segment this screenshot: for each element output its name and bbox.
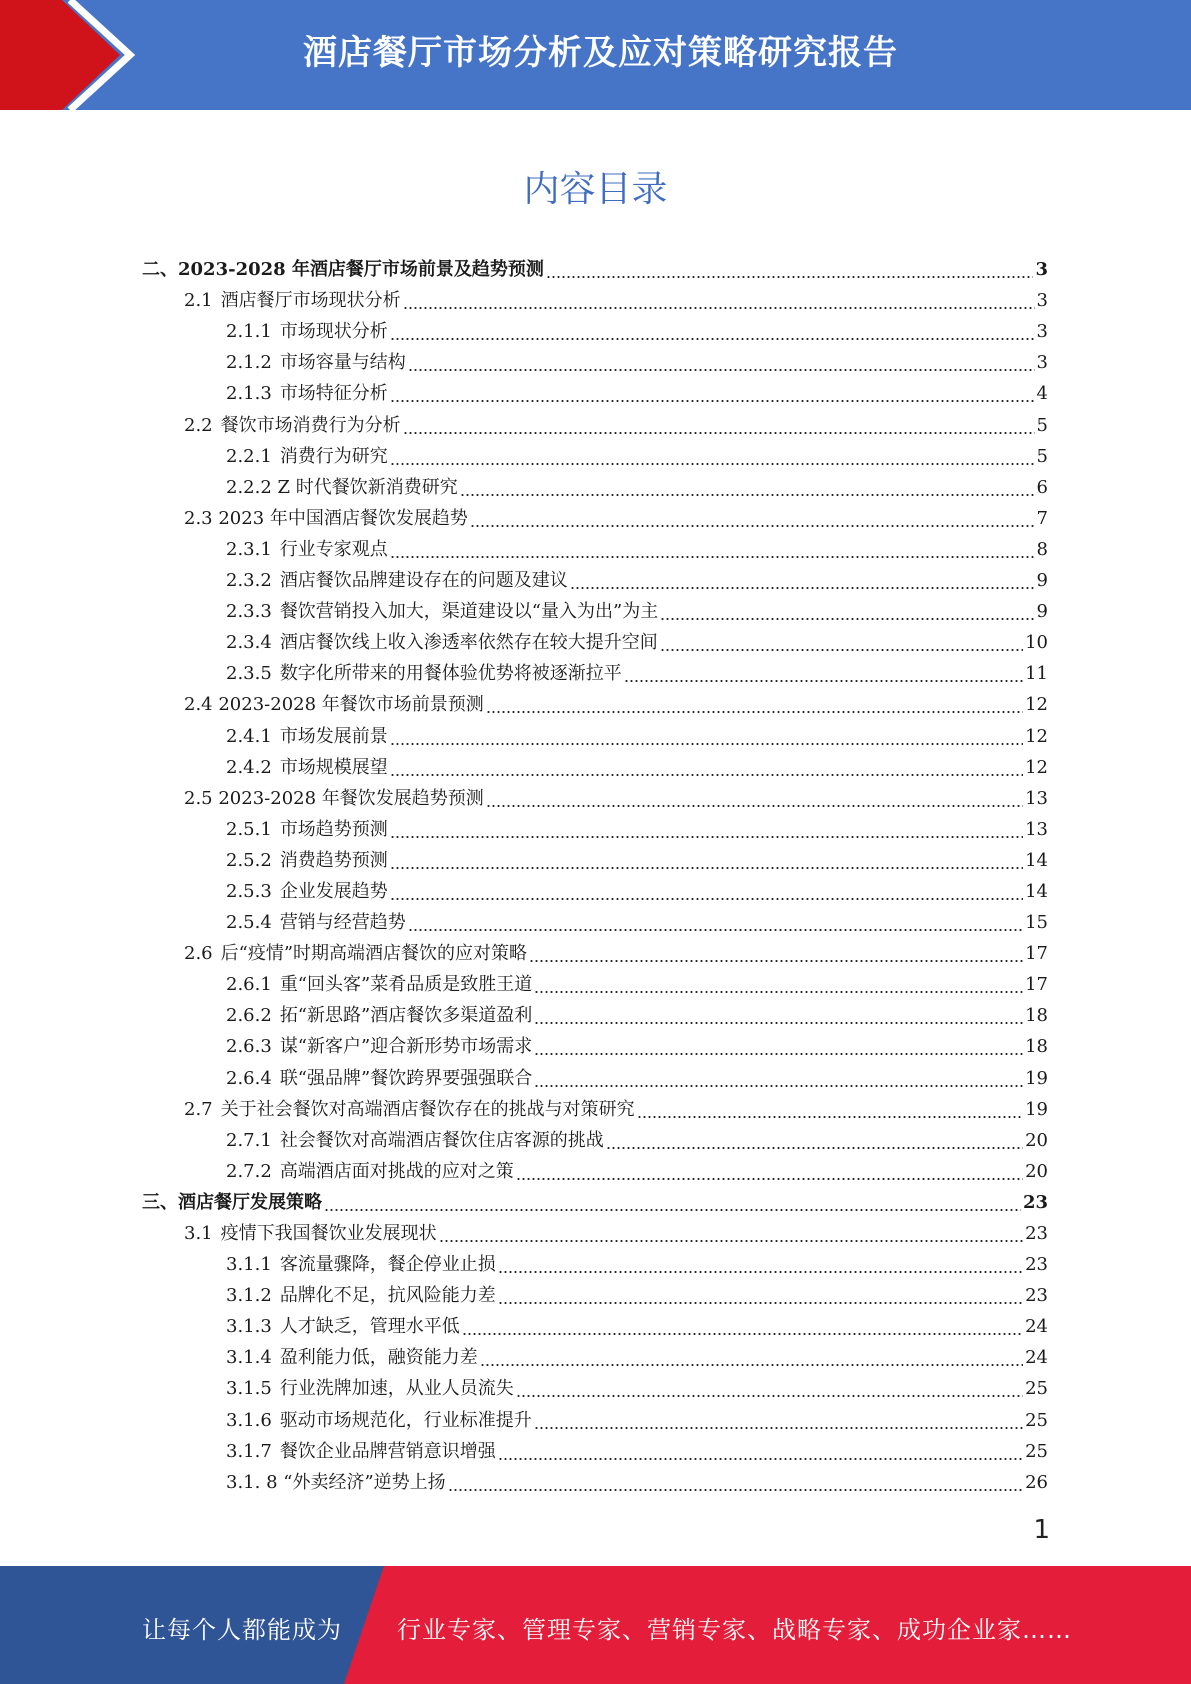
document-header-title: 酒店餐厅市场分析及应对策略研究报告 [303, 33, 898, 73]
toc-dot-leader [570, 587, 1035, 589]
toc-entry-title: 驱动市场规范化，行业标准提升 [279, 1409, 532, 1431]
toc-entry[interactable] [142, 409, 1048, 440]
toc-dot-leader [534, 1085, 1023, 1087]
toc-entry-number: 2.1.2 [226, 352, 272, 374]
toc-entry-page: 13 [1025, 787, 1048, 809]
footer-slogan-right: 行业专家、管理专家、营销专家、战略专家、成功企业家…… [397, 1616, 1072, 1644]
toc-entry-page: 5 [1036, 414, 1048, 436]
toc-entry-title: 市场规模展望 [279, 756, 388, 778]
toc-entry-title: 后“疫情”时期高端酒店餐饮的应对策略 [220, 943, 528, 965]
toc-entry[interactable] [142, 938, 1048, 969]
toc-entry-page: 18 [1025, 1005, 1048, 1027]
toc-entry-number: 3.1.6 [226, 1409, 272, 1431]
toc-dot-leader [408, 369, 1035, 371]
toc-entry-title: 客流量骤降，餐企停业止损 [279, 1254, 496, 1276]
toc-entry-number: 2.1.1 [226, 321, 272, 343]
toc-entry-title: 酒店餐厅市场现状分析 [220, 290, 401, 312]
toc-entry[interactable] [142, 378, 1048, 409]
toc-entry-number: 2.5.3 [226, 880, 272, 902]
toc-entry[interactable] [142, 596, 1048, 627]
toc-entry-page: 5 [1036, 445, 1048, 467]
toc-entry-page: 15 [1025, 912, 1048, 934]
toc-entry-title: 拓“新思路”酒店餐饮多渠道盈利 [279, 1005, 533, 1027]
toc-entry-number: 2.5.2 [226, 849, 272, 871]
toc-entry[interactable] [142, 1467, 1048, 1498]
toc-dot-leader [470, 525, 1035, 527]
toc-entry-number: 3.1.2 [226, 1285, 272, 1307]
toc-entry[interactable] [142, 1280, 1048, 1311]
toc-entry-title: 市场特征分析 [279, 383, 388, 405]
toc-entry-page: 14 [1025, 880, 1048, 902]
toc-entry-number: 2.4.2 [226, 756, 272, 778]
toc-entry[interactable] [142, 876, 1048, 907]
toc-entry-page: 23 [1025, 1254, 1048, 1276]
toc-entry[interactable] [142, 472, 1048, 503]
toc-dot-leader [480, 1364, 1023, 1366]
toc-dot-leader [390, 400, 1035, 402]
toc-entry[interactable] [142, 1342, 1048, 1373]
toc-dot-leader [439, 1240, 1023, 1242]
toc-entry[interactable] [142, 1125, 1048, 1156]
toc-entry-page: 24 [1025, 1316, 1048, 1338]
toc-dot-leader [462, 1333, 1023, 1335]
toc-entry-page: 11 [1025, 663, 1048, 685]
toc-entry[interactable] [142, 814, 1048, 845]
toc-entry-page: 24 [1025, 1347, 1048, 1369]
toc-dot-leader [448, 1489, 1023, 1491]
toc-entry[interactable] [142, 1249, 1048, 1280]
toc-entry-number: 3.1.4 [226, 1347, 272, 1369]
toc-entry-title: 三、酒店餐厅发展策略 [142, 1191, 322, 1213]
toc-entry-page: 23 [1025, 1223, 1048, 1244]
toc-entry[interactable] [142, 783, 1048, 814]
toc-dot-leader [534, 1427, 1023, 1429]
toc-entry-number: 3.1.7 [226, 1440, 272, 1462]
toc-dot-leader [534, 1053, 1023, 1055]
toc-entry-title: 酒店餐饮线上收入渗透率依然存在较大提升空间 [279, 632, 658, 654]
toc-entry-page: 18 [1025, 1036, 1048, 1058]
toc-dot-leader [390, 898, 1023, 900]
toc-entry-title: 关于社会餐饮对高端酒店餐饮存在的挑战与对策研究 [220, 1098, 635, 1120]
toc-entry-page: 14 [1025, 849, 1048, 871]
toc-entry-number: 3.1.5 [226, 1378, 272, 1400]
toc-entry-page: 26 [1025, 1471, 1048, 1493]
toc-dot-leader [498, 1271, 1023, 1273]
toc-entry-number: 2.3.3 [226, 601, 272, 623]
toc-entry[interactable] [142, 1436, 1048, 1467]
toc-entry-page: 3 [1036, 352, 1048, 374]
toc-entry-number: 2.3.2 [226, 570, 272, 592]
toc-dot-leader [624, 680, 1023, 682]
toc-entry-number: 2.3.4 [226, 632, 272, 654]
toc-entry-number: 3.1 [184, 1223, 213, 1244]
toc-dot-leader [324, 1209, 1021, 1211]
toc-entry-number: 2.1.3 [226, 383, 272, 405]
toc-entry[interactable] [142, 1404, 1048, 1435]
toc-entry-title: 品牌化不足，抗风险能力差 [279, 1285, 496, 1307]
toc-entry-number: 2.6.1 [226, 974, 272, 996]
toc-entry[interactable] [142, 689, 1048, 720]
toc-entry-number: 2.6.4 [226, 1067, 272, 1089]
toc-entry[interactable] [142, 658, 1048, 689]
toc-dot-leader [390, 338, 1035, 340]
toc-entry-number: 3.1.3 [226, 1316, 272, 1338]
toc-entry[interactable] [142, 441, 1048, 472]
toc-entry-title: 谋“新客户”迎合新形势市场需求 [279, 1036, 533, 1058]
toc-entry-number: 2.3.1 [226, 538, 272, 560]
toc-entry-number: 2.7.2 [226, 1160, 272, 1182]
toc-entry[interactable] [142, 1311, 1048, 1342]
toc-entry-page: 4 [1036, 383, 1048, 405]
toc-entry[interactable] [142, 534, 1048, 565]
toc-entry-number: 2.2 [184, 414, 213, 436]
toc-dot-leader [486, 711, 1023, 713]
toc-entry[interactable] [142, 1218, 1048, 1249]
toc-entry[interactable] [142, 752, 1048, 783]
toc-entry[interactable] [142, 1373, 1048, 1404]
toc-entry-title: 高端酒店面对挑战的应对之策 [279, 1160, 514, 1182]
toc-entry[interactable] [142, 969, 1048, 1000]
toc-entry-page: 25 [1025, 1440, 1048, 1462]
toc-entry-title: 市场趋势预测 [279, 818, 388, 840]
toc-entry-title: 消费行为研究 [279, 445, 388, 467]
toc-entry-title: 3.1. 8 “外卖经济”逆势上扬 [226, 1471, 446, 1493]
toc-dot-leader [529, 960, 1023, 962]
toc-dot-leader [606, 1147, 1023, 1149]
toc-entry-title: 市场现状分析 [279, 321, 388, 343]
toc-entry-page: 12 [1025, 756, 1048, 778]
toc-entry-title: 酒店餐饮品牌建设存在的问题及建议 [279, 570, 568, 592]
toc-dot-leader [534, 991, 1023, 993]
toc-entry-title: 2.2.2 Z 时代餐饮新消费研究 [226, 476, 458, 498]
toc-entry-page: 8 [1036, 538, 1048, 560]
toc-entry-title: 联“强品牌”餐饮跨界要强强联合 [279, 1067, 533, 1089]
toc-entry[interactable] [142, 1062, 1048, 1093]
toc-entry[interactable] [142, 565, 1048, 596]
toc-entry-number: 2.7.1 [226, 1129, 272, 1151]
toc-dot-leader [390, 463, 1035, 465]
toc-dot-leader [408, 929, 1023, 931]
toc-entry-number: 2.2.1 [226, 445, 272, 467]
toc-entry-page: 23 [1022, 1191, 1048, 1213]
toc-entry-page: 25 [1025, 1378, 1048, 1400]
toc-dot-leader [460, 494, 1035, 496]
toc-entry-number: 2.6.2 [226, 1005, 272, 1027]
toc-entry-page: 9 [1036, 601, 1048, 623]
toc-entry[interactable] [142, 503, 1048, 534]
page-number: 1 [1033, 1515, 1050, 1545]
toc-entry-title: 疫情下我国餐饮业发展现状 [220, 1223, 437, 1244]
toc-entry-page: 10 [1025, 632, 1048, 654]
toc-heading: 内容目录 [523, 169, 668, 210]
toc-entry-page: 19 [1025, 1067, 1048, 1089]
toc-entry-title: 数字化所带来的用餐体验优势将被逐渐拉平 [279, 663, 622, 685]
toc-entry-page: 7 [1036, 507, 1048, 529]
toc-entry-title: 行业洗牌加速，从业人员流失 [279, 1378, 514, 1400]
toc-entry-page: 20 [1025, 1160, 1048, 1182]
toc-entry-page: 3 [1035, 259, 1048, 281]
toc-entry-number: 2.5.1 [226, 818, 272, 840]
toc-dot-leader [637, 1116, 1023, 1118]
toc-entry-title: 2.4 2023-2028 年餐饮市场前景预测 [184, 694, 484, 716]
toc-entry-page: 19 [1025, 1098, 1048, 1120]
toc-entry[interactable] [142, 1000, 1048, 1031]
toc-entry-title: 企业发展趋势 [279, 880, 388, 902]
toc-entry-title: 社会餐饮对高端酒店餐饮住店客源的挑战 [279, 1129, 604, 1151]
toc-dot-leader [403, 307, 1035, 309]
toc-dot-leader [486, 805, 1023, 807]
toc-entry-title: 人才缺乏，管理水平低 [279, 1316, 460, 1338]
toc-entry-title: 餐饮市场消费行为分析 [220, 414, 401, 436]
toc-dot-leader [403, 432, 1035, 434]
toc-entry-title: 行业专家观点 [279, 538, 388, 560]
toc-entry-title: 2.3 2023 年中国酒店餐饮发展趋势 [184, 507, 468, 529]
toc-entry-title: 营销与经营趋势 [279, 912, 406, 934]
toc-entry-number: 2.6 [184, 943, 213, 965]
toc-entry-title: 餐饮企业品牌营销意识增强 [279, 1440, 496, 1462]
toc-entry-number: 2.5.4 [226, 912, 272, 934]
toc-entry-number: 2.4.1 [226, 725, 272, 747]
toc-entry-page: 13 [1025, 818, 1048, 840]
toc-entry-title: 二、2023-2028 年酒店餐厅市场前景及趋势预测 [142, 259, 544, 281]
toc-dot-leader [390, 774, 1023, 776]
toc-entry-title: 盈利能力低，融资能力差 [279, 1347, 478, 1369]
toc-entry[interactable] [142, 627, 1048, 658]
toc-entry-title: 2.5 2023-2028 年餐饮发展趋势预测 [184, 787, 484, 809]
toc-entry[interactable] [142, 1187, 1048, 1218]
toc-dot-leader [660, 649, 1023, 651]
toc-entry-number: 2.7 [184, 1098, 213, 1120]
toc-dot-leader [390, 556, 1035, 558]
toc-entry-page: 25 [1025, 1409, 1048, 1431]
toc-dot-leader [390, 743, 1023, 745]
toc-dot-leader [498, 1458, 1023, 1460]
toc-entry-page: 17 [1025, 943, 1048, 965]
toc-entry[interactable] [142, 285, 1048, 316]
toc-dot-leader [498, 1302, 1023, 1304]
toc-dot-leader [660, 618, 1034, 620]
toc-entry-number: 3.1.1 [226, 1254, 272, 1276]
toc-entry-title: 市场容量与结构 [279, 352, 406, 374]
toc-entry-title: 消费趋势预测 [279, 849, 388, 871]
toc-entry-page: 3 [1036, 321, 1048, 343]
table-of-contents [142, 254, 1048, 1498]
toc-dot-leader [516, 1178, 1023, 1180]
toc-entry[interactable] [142, 1031, 1048, 1062]
toc-entry[interactable] [142, 720, 1048, 751]
toc-entry-page: 17 [1025, 974, 1048, 996]
toc-entry-title: 重“回头客”菜肴品质是致胜王道 [279, 974, 533, 996]
header-band [0, 0, 1191, 110]
toc-entry-number: 2.1 [184, 290, 213, 312]
toc-entry-page: 23 [1025, 1285, 1048, 1307]
footer-slogan-left: 让每个人都能成为 [142, 1616, 342, 1644]
toc-entry-page: 20 [1025, 1129, 1048, 1151]
toc-entry[interactable] [142, 845, 1048, 876]
toc-dot-leader [546, 276, 1034, 278]
toc-entry[interactable] [142, 347, 1048, 378]
toc-entry[interactable] [142, 254, 1048, 285]
toc-dot-leader [534, 1022, 1023, 1024]
toc-dot-leader [516, 1395, 1023, 1397]
toc-entry[interactable] [142, 907, 1048, 938]
toc-entry-page: 6 [1036, 476, 1048, 498]
toc-entry[interactable] [142, 1094, 1048, 1125]
toc-entry-page: 12 [1025, 694, 1048, 716]
toc-entry[interactable] [142, 1156, 1048, 1187]
toc-entry-page: 9 [1036, 570, 1048, 592]
toc-dot-leader [390, 836, 1023, 838]
toc-entry-page: 12 [1025, 725, 1048, 747]
toc-entry-page: 3 [1036, 290, 1048, 312]
toc-entry[interactable] [142, 316, 1048, 347]
toc-entry-number: 2.6.3 [226, 1036, 272, 1058]
toc-entry-title: 市场发展前景 [279, 725, 388, 747]
toc-dot-leader [390, 867, 1023, 869]
toc-entry-number: 2.3.5 [226, 663, 272, 685]
toc-entry-title: 餐饮营销投入加大，渠道建设以“量入为出”为主 [279, 601, 659, 623]
